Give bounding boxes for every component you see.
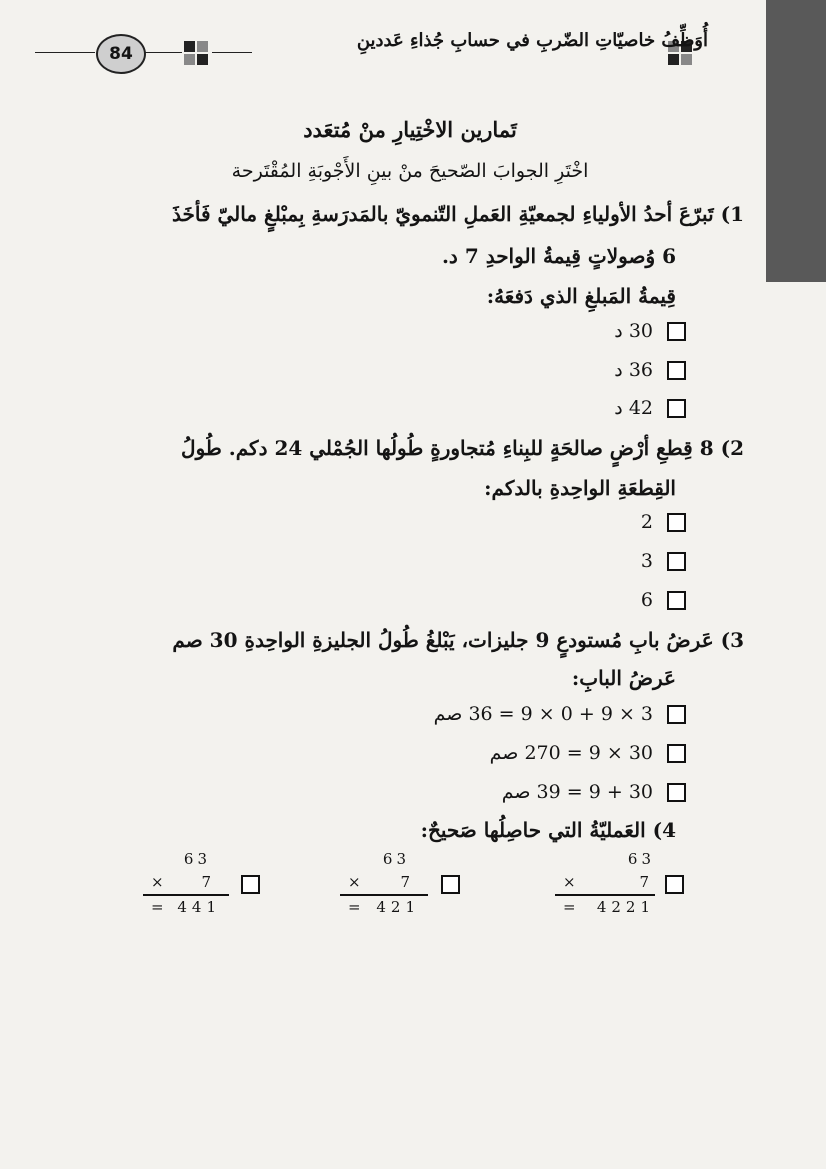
q4-line1: 4) العَمليّةُ التي حاصِلُها صَحيحٌ: xyxy=(420,818,676,842)
q1-option-3[interactable] xyxy=(614,397,686,419)
product: 421 xyxy=(376,898,420,916)
q1-line1: 1) تَبرّعَ أحدُ الأولياءِ لجمعيّةِ العَملِ التّنمويّ بالمَدرَسةِ بِمبْلغٍ ماليّ فَأخَذَ xyxy=(172,202,744,226)
checkbox[interactable] xyxy=(665,875,684,894)
checkbox[interactable] xyxy=(667,399,686,418)
option-label: 3 × 9 + 0 × 9 = 36 صم xyxy=(433,703,653,725)
checkbox[interactable] xyxy=(241,875,260,894)
option-label: 30 + 9 = 39 صم xyxy=(501,781,653,803)
result-line xyxy=(340,894,428,896)
checkbox[interactable] xyxy=(667,783,686,802)
q1-option-2[interactable] xyxy=(614,359,686,381)
header-rule-right xyxy=(212,52,252,53)
q1-line3: قِيمةُ المَبلغِ الذي دَفعَهُ: xyxy=(486,284,676,308)
header-squares-left xyxy=(184,41,210,67)
checkbox[interactable] xyxy=(667,744,686,763)
equals-sign: = xyxy=(348,898,361,916)
checkbox[interactable] xyxy=(667,591,686,610)
multiplicand: 63 xyxy=(382,850,410,868)
result-line xyxy=(555,894,655,896)
option-label: 42 د xyxy=(614,397,653,419)
section-title: تَمارين الاخْتِيارِ منْ مُتعَدد xyxy=(303,117,517,142)
multiplicand: 63 xyxy=(627,850,655,868)
multiplier: 7 xyxy=(400,873,410,891)
option-label: 3 xyxy=(640,550,653,572)
option-label: 2 xyxy=(640,511,653,533)
option-label: 36 د xyxy=(614,359,653,381)
q4-option-1[interactable] xyxy=(555,850,655,920)
page-number: 84 xyxy=(96,34,146,74)
times-sign: × xyxy=(348,873,361,891)
option-label: 6 xyxy=(640,589,653,611)
q3-line1: 3) عَرضُ بابِ مُستودعٍ 9 جليزات، يَبْلغُ طُولُ الجليزةِ الواحِدةِ 30 صم xyxy=(172,628,744,652)
product: 4221 xyxy=(596,898,655,916)
q2-line1: 2) 8 قِطعِ أرْضٍ صالحَةٍ للبِناءِ مُتجاورةٍ طُولُها الجُمْلي 24 دكم. طُولُ xyxy=(181,436,744,460)
side-tab-marker xyxy=(766,0,826,282)
q3-option-1[interactable] xyxy=(434,703,686,725)
header-title: أُوَظِّفُ خاصيّاتِ الضّربِ في حسابِ جُذاءِ عَددينِ xyxy=(356,30,708,51)
equals-sign: = xyxy=(563,898,576,916)
checkbox[interactable] xyxy=(667,705,686,724)
q2-option-2[interactable] xyxy=(641,550,686,572)
q4-option-3[interactable] xyxy=(143,850,229,920)
q3-option-3[interactable] xyxy=(502,781,686,803)
q1-line2: 6 وُصولاتٍ قِيمةُ الواحدِ 7 د. xyxy=(441,244,676,268)
multiplier: 7 xyxy=(639,873,649,891)
checkbox[interactable] xyxy=(441,875,460,894)
instruction: اخْتَرِ الجوابَ الصّحيحَ منْ بينِ الأَجْوبَةِ المُقْتَرحة xyxy=(231,160,589,182)
q3-option-2[interactable] xyxy=(490,742,686,764)
q2-line2: القِطعَةِ الواحِدةِ بالدكم: xyxy=(484,476,676,500)
times-sign: × xyxy=(151,873,164,891)
option-label: 30 د xyxy=(614,320,653,342)
q2-option-1[interactable] xyxy=(641,511,686,533)
q3-line2: عَرضُ البابِ: xyxy=(571,666,676,690)
option-label: 30 × 9 = 270 صم xyxy=(489,742,653,764)
checkbox[interactable] xyxy=(667,513,686,532)
multiplier: 7 xyxy=(201,873,211,891)
header-rule-left xyxy=(35,52,95,53)
times-sign: × xyxy=(563,873,576,891)
equals-sign: = xyxy=(151,898,164,916)
multiplicand: 63 xyxy=(183,850,211,868)
q2-option-3[interactable] xyxy=(641,589,686,611)
q4-option-2[interactable] xyxy=(340,850,428,920)
checkbox[interactable] xyxy=(667,322,686,341)
header-rule-mid xyxy=(144,52,182,53)
q1-option-1[interactable] xyxy=(614,320,686,342)
result-line xyxy=(143,894,229,896)
product: 441 xyxy=(177,898,221,916)
checkbox[interactable] xyxy=(667,361,686,380)
checkbox[interactable] xyxy=(667,552,686,571)
